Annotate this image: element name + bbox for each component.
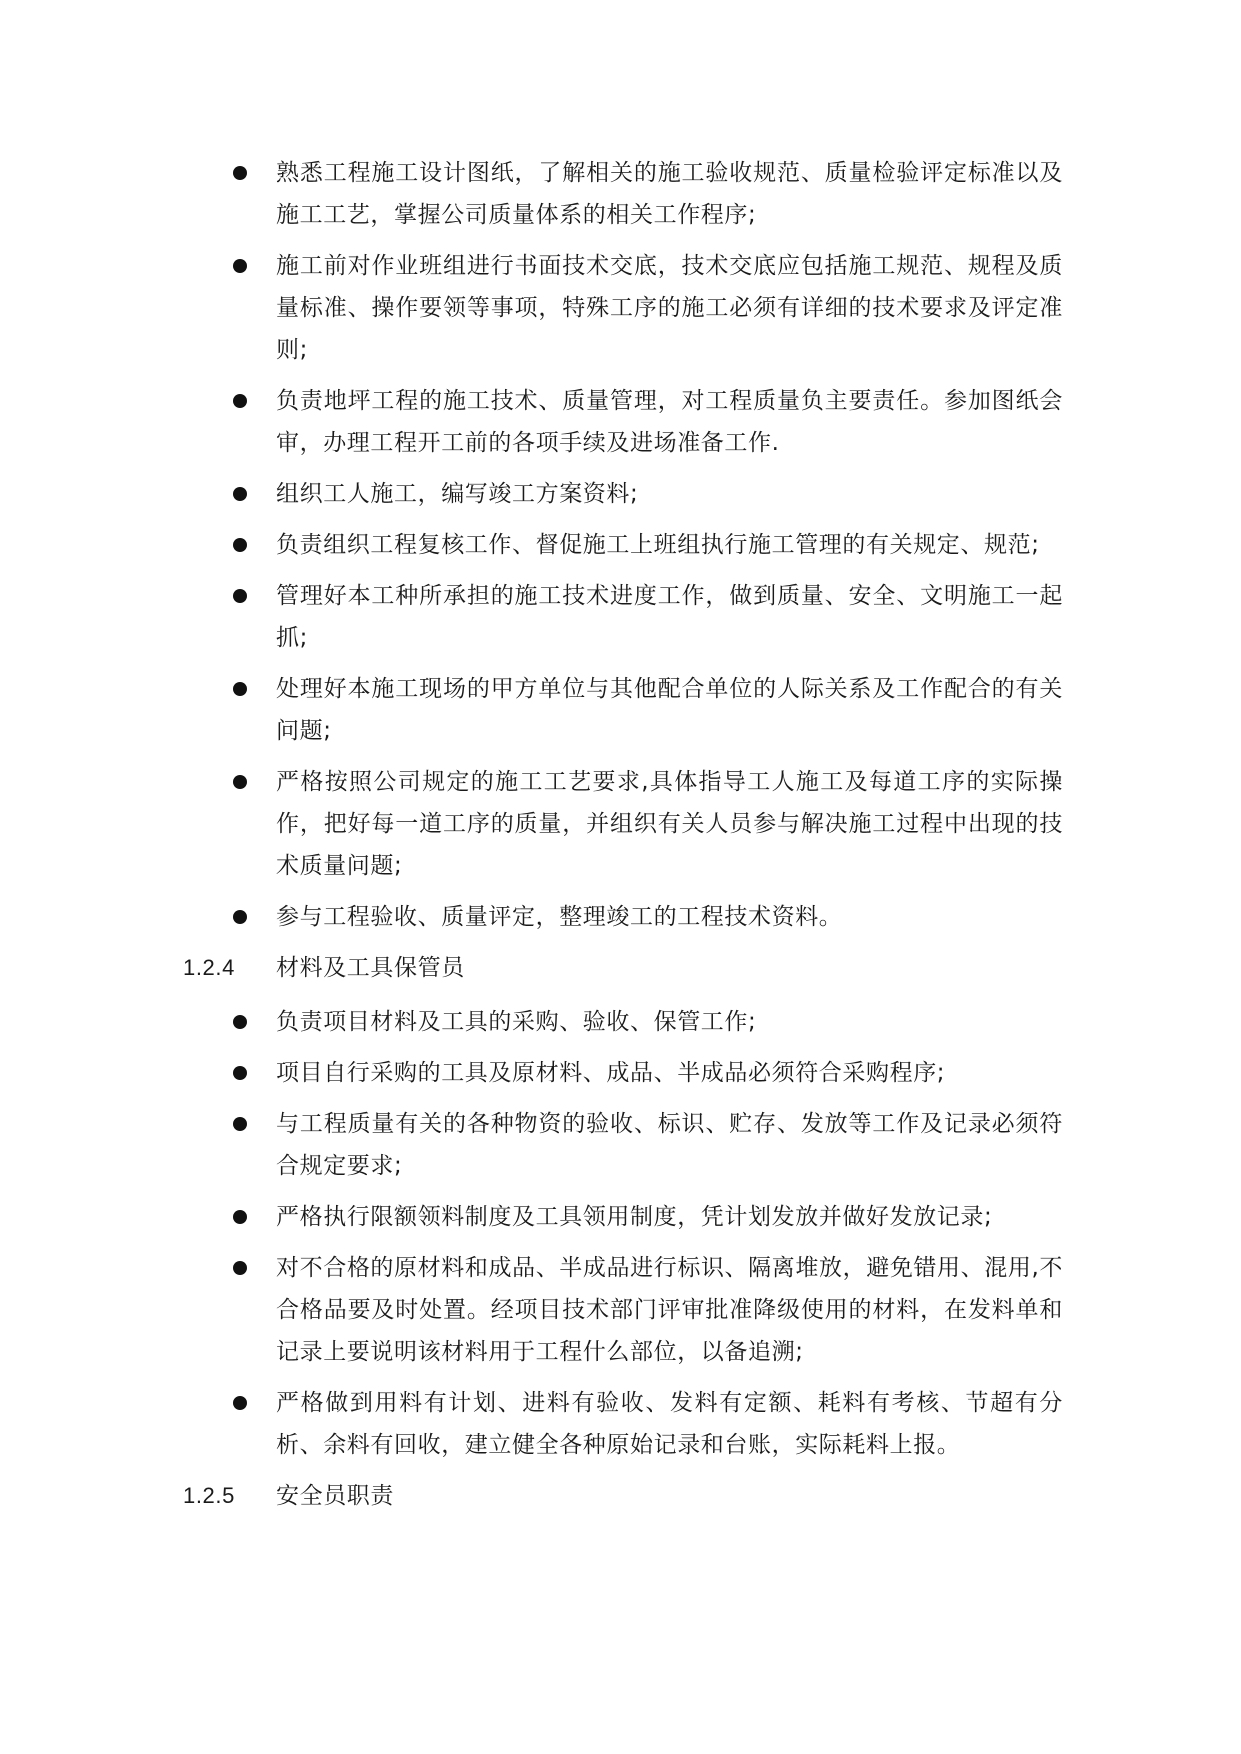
list-item-text: 严格按照公司规定的施工工艺要求,具体指导工人施工及每道工序的实际操作，把好每一道工序的质量，并组织有关人员参与解决施工过程中出现的技术质量问题; <box>276 769 1063 879</box>
list-item <box>183 1247 1063 1373</box>
list-item <box>183 245 1063 371</box>
list-item <box>183 761 1063 887</box>
list-item-text: 熟悉工程施工设计图纸，了解相关的施工验收规范、质量检验评定标准以及施工工艺，掌握公司质量体系的相关工作程序; <box>276 160 1063 228</box>
section-number: 1.2.4 <box>183 955 235 980</box>
list-item-text: 项目自行采购的工具及原材料、成品、半成品必须符合采购程序; <box>276 1060 946 1086</box>
document-body <box>183 152 1063 1529</box>
list-item <box>183 524 1063 566</box>
bullet-icon <box>233 166 247 180</box>
bullet-icon <box>233 1015 247 1029</box>
bullet-icon <box>233 259 247 273</box>
list-item <box>183 380 1063 464</box>
list-item <box>183 1052 1063 1094</box>
bullet-icon <box>233 682 247 696</box>
list-item <box>183 152 1063 236</box>
list-item <box>183 1001 1063 1043</box>
bullet-icon <box>233 910 247 924</box>
list-item-text: 负责组织工程复核工作、督促施工上班组执行施工管理的有关规定、规范; <box>276 532 1040 558</box>
bullet-icon <box>233 589 247 603</box>
section-title: 材料及工具保管员 <box>276 955 465 981</box>
bullet-icon <box>233 538 247 552</box>
bullet-icon <box>233 1066 247 1080</box>
section-title: 安全员职责 <box>276 1483 394 1509</box>
section-heading-1-2-5 <box>183 1475 1063 1517</box>
list-item-text: 组织工人施工，编写竣工方案资料; <box>276 481 639 507</box>
list-item-text: 严格执行限额领料制度及工具领用制度，凭计划发放并做好发放记录; <box>276 1204 993 1230</box>
section-number: 1.2.5 <box>183 1483 235 1508</box>
bullet-icon <box>233 1261 247 1275</box>
list-item <box>183 575 1063 659</box>
duty-list-technician <box>183 152 1063 938</box>
list-item-text: 严格做到用料有计划、进料有验收、发料有定额、耗料有考核、节超有分析、余料有回收，建立健全各种原始记录和台账，实际耗料上报。 <box>276 1390 1063 1458</box>
list-item-text: 负责项目材料及工具的采购、验收、保管工作; <box>276 1009 757 1035</box>
list-item <box>183 1382 1063 1466</box>
list-item-text: 对不合格的原材料和成品、半成品进行标识、隔离堆放，避免错用、混用,不合格品要及时处置。经项目技术部门评审批准降级使用的材料，在发料单和记录上要说明该材料用于工程什么部位，以备追溯; <box>276 1255 1063 1365</box>
list-item-text: 负责地坪工程的施工技术、质量管理，对工程质量负主要责任。参加图纸会审，办理工程开工前的各项手续及进场准备工作. <box>276 388 1063 456</box>
list-item <box>183 1103 1063 1187</box>
list-item-text: 施工前对作业班组进行书面技术交底，技术交底应包括施工规范、规程及质量标准、操作要领等事项，特殊工序的施工必须有详细的技术要求及评定准则; <box>276 253 1063 363</box>
bullet-icon <box>233 1396 247 1410</box>
bullet-icon <box>233 1210 247 1224</box>
list-item-text: 与工程质量有关的各种物资的验收、标识、贮存、发放等工作及记录必须符合规定要求; <box>276 1111 1063 1179</box>
section-heading-1-2-4 <box>183 947 1063 989</box>
list-item-text: 参与工程验收、质量评定，整理竣工的工程技术资料。 <box>276 904 843 930</box>
list-item <box>183 1196 1063 1238</box>
list-item <box>183 896 1063 938</box>
bullet-icon <box>233 1117 247 1131</box>
duty-list-materials-keeper <box>183 1001 1063 1466</box>
bullet-icon <box>233 394 247 408</box>
list-item <box>183 473 1063 515</box>
bullet-icon <box>233 487 247 501</box>
bullet-icon <box>233 775 247 789</box>
list-item-text: 处理好本施工现场的甲方单位与其他配合单位的人际关系及工作配合的有关问题; <box>276 676 1063 744</box>
list-item <box>183 668 1063 752</box>
list-item-text: 管理好本工种所承担的施工技术进度工作，做到质量、安全、文明施工一起抓; <box>276 583 1063 651</box>
